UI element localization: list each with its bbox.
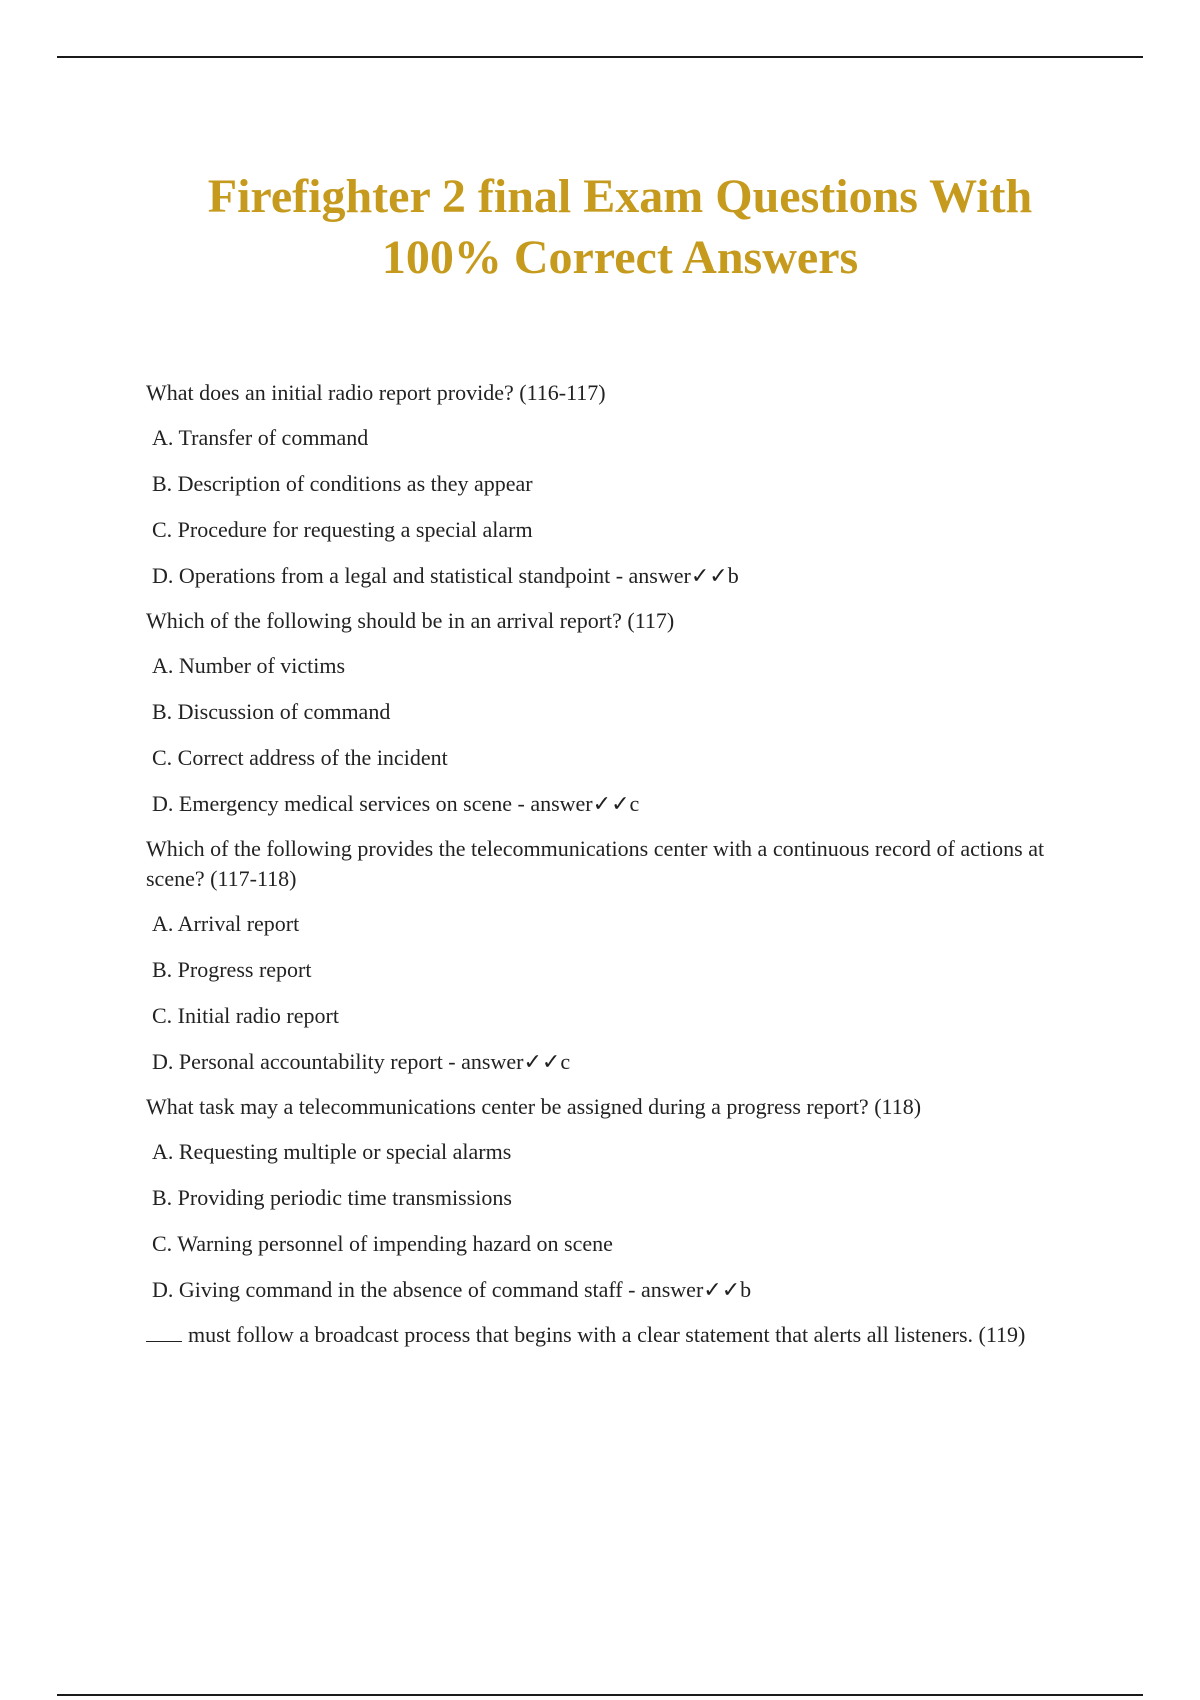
option-a: A. Transfer of command — [152, 425, 369, 450]
option-a: A. Arrival report — [152, 911, 300, 936]
question-block — [146, 606, 1086, 820]
question-text: What does an initial radio report provide? (116-117) — [146, 380, 606, 405]
option-c: C. Procedure for requesting a special alarm — [152, 517, 533, 542]
option-a: A. Requesting multiple or special alarms — [152, 1139, 512, 1164]
option-b: B. Description of conditions as they appear — [152, 471, 533, 496]
fill-in-blank — [146, 1321, 182, 1342]
question-text — [146, 1320, 1086, 1350]
option-d-text: D. Personal accountability report - answer — [152, 1049, 524, 1074]
option-d — [152, 561, 1086, 592]
question-block — [146, 1092, 1086, 1306]
title-line-1: Firefighter 2 final Exam Questions With — [207, 170, 1033, 223]
check-mark-icon: ✓✓ — [592, 792, 630, 817]
option-c: C. Correct address of the incident — [152, 745, 448, 770]
option-d — [152, 1275, 1086, 1306]
option-d-text: D. Emergency medical services on scene - answer — [152, 791, 593, 816]
question-block — [146, 834, 1086, 1078]
question-list — [146, 378, 1086, 1365]
option-b: B. Providing periodic time transmissions — [152, 1185, 512, 1210]
answer-letter: b — [727, 563, 739, 588]
top-rule — [57, 56, 1143, 58]
option-c: C. Warning personnel of impending hazard on scene — [152, 1231, 613, 1256]
option-d-text: D. Giving command in the absence of command staff - answer — [152, 1277, 704, 1302]
question-block — [146, 378, 1086, 592]
answer-letter: c — [629, 791, 640, 816]
check-mark-icon: ✓✓ — [523, 1050, 561, 1075]
bottom-rule — [57, 1694, 1143, 1696]
option-c: C. Initial radio report — [152, 1003, 339, 1028]
check-mark-icon: ✓✓ — [690, 564, 728, 589]
question-block — [146, 1320, 1086, 1350]
answer-letter: b — [740, 1277, 752, 1302]
title-line-2: 100% Correct Answers — [381, 231, 859, 284]
question-text-body: must follow a broadcast process that begins with a clear statement that alerts all listeners. (119) — [188, 1322, 1026, 1347]
option-d-text: D. Operations from a legal and statistical standpoint - answer — [152, 563, 691, 588]
option-a: A. Number of victims — [152, 653, 346, 678]
document-title — [120, 166, 1120, 288]
option-d — [152, 789, 1086, 820]
option-b: B. Discussion of command — [152, 699, 391, 724]
check-mark-icon: ✓✓ — [703, 1278, 741, 1303]
answer-letter: c — [560, 1049, 571, 1074]
question-text: What task may a telecommunications center be assigned during a progress report? (118) — [146, 1094, 922, 1119]
question-text: Which of the following provides the telecommunications center with a continuous record of actions at scene? (117-118) — [146, 836, 1045, 891]
option-b: B. Progress report — [152, 957, 312, 982]
question-text: Which of the following should be in an arrival report? (117) — [146, 608, 675, 633]
option-d — [152, 1047, 1086, 1078]
